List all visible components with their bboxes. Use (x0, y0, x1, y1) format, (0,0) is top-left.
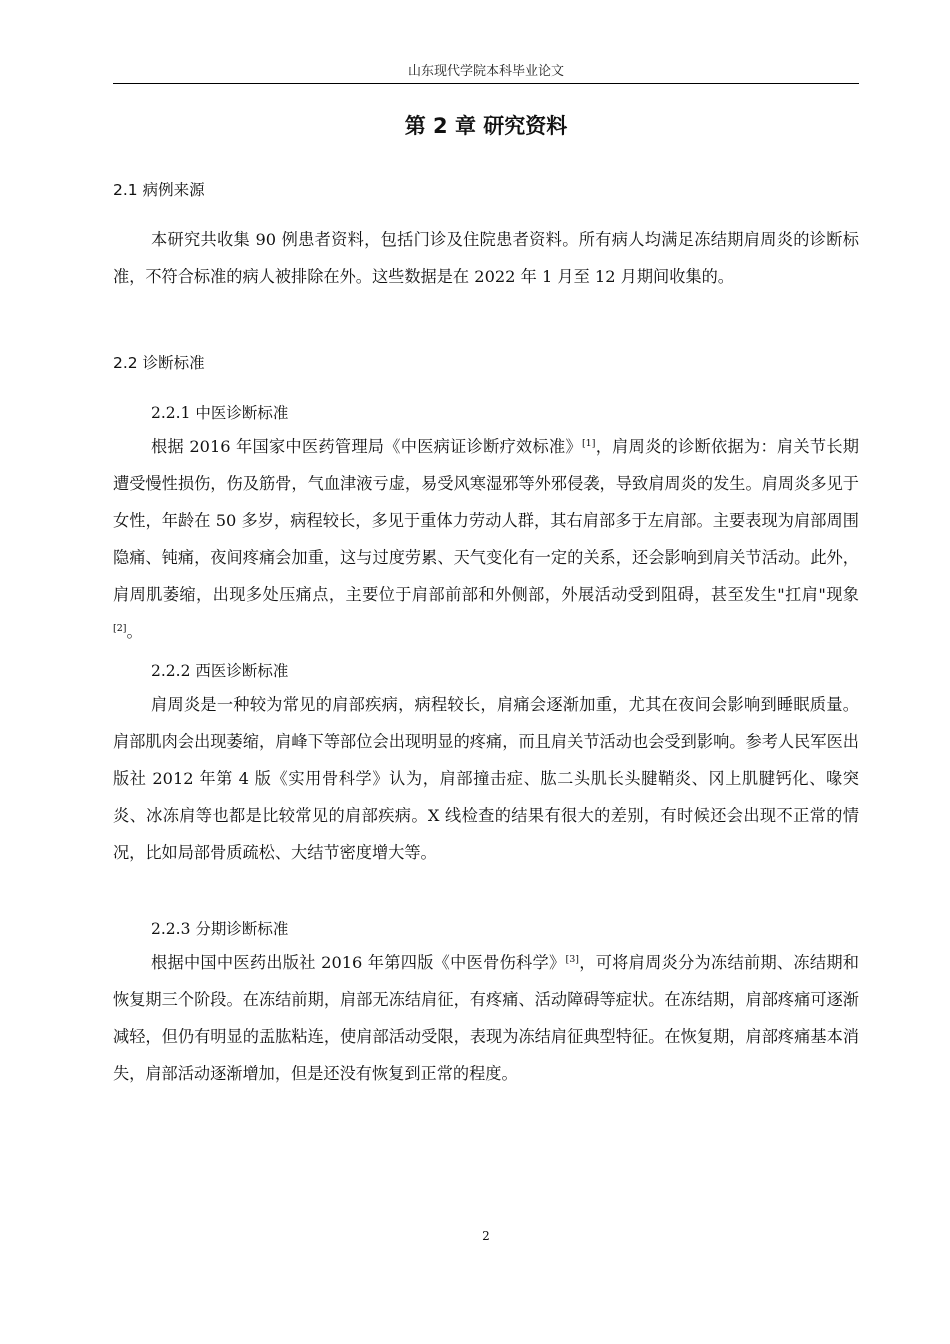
paragraph-staging-criteria (113, 944, 859, 1092)
tcm-text-middle: ，肩周炎的诊断依据为：肩关节长期遭受慢性损伤，伤及筋骨，气血津液亏虚，易受风寒湿邪等外邪侵袭，导致肩周炎的发生。肩周炎多见于女性，年龄在 50 多岁，病程较长，多见于重体力劳动人群，其右肩部多于左肩部。主要表现为肩部周围隐痛、钝痛，夜间疼痛会加重，这与过度劳累、天气变化有一定的关系，还会影响到肩关节活动。此外，肩周肌萎缩，出现多处压痛点，主要位于肩部前部和外侧部，外展活动受到阻碍，甚至发生"扛肩"现象 (113, 437, 859, 604)
citation-ref-1: [1] (581, 438, 596, 449)
paragraph-tcm-criteria (113, 428, 859, 650)
section-heading-2-2: 2.2 诊断标准 (113, 354, 205, 372)
running-header: 山东现代学院本科毕业论文 (407, 64, 564, 79)
paragraph-western-criteria: 肩周炎是一种较为常见的肩部疾病，病程较长，肩痛会逐渐加重，尤其在夜间会影响到睡眠质量。肩部肌肉会出现萎缩，肩峰下等部位会出现明显的疼痛，而且肩关节活动也会受到影响。参考人民军医出版社 2012 年第 4 版《实用骨科学》认为，肩部撞击症、肱二头肌长头腱鞘炎、冈上肌腱钙化、喙突炎、冰冻肩等也都是比较常见的肩部疾病。X 线检查的结果有很大的差别，有时候还会出现不正常的情况，比如局部骨质疏松、大结节密度增大等。 (113, 695, 859, 862)
subheading-2-2-3: 2.2.3 分期诊断标准 (151, 920, 289, 938)
citation-ref-3: [3] (565, 954, 579, 965)
staging-text-after-ref: ，可将肩周炎分为冻结前期、冻结期和恢复期三个阶段。在冻结前期，肩部无冻结肩征，有疼痛、活动障碍等症状。在冻结期，肩部疼痛可逐渐减轻，但仍有明显的盂肱粘连，使肩部活动受限，表现为冻结肩征典型特征。在恢复期，肩部疼痛基本消失，肩部活动逐渐增加，但是还没有恢复到正常的程度。 (113, 953, 859, 1083)
staging-text-before-ref: 根据中国中医药出版社 2016 年第四版《中医骨伤科学》 (151, 953, 566, 972)
paragraph-case-source: 本研究共收集 90 例患者资料，包括门诊及住院患者资料。所有病人均满足冻结期肩周炎的诊断标准，不符合标准的病人被排除在外。这些数据是在 2022 年 1 月至 12 月期间收集的。 (113, 230, 859, 286)
subheading-2-2-2: 2.2.2 西医诊断标准 (151, 662, 289, 680)
tcm-text-end: 。 (126, 622, 143, 641)
citation-ref-2: [2] (113, 623, 127, 634)
header-rule (113, 83, 859, 84)
chapter-title: 第 2 章 研究资料 (404, 114, 568, 138)
section-heading-2-1: 2.1 病例来源 (113, 181, 205, 199)
tcm-text-before-ref: 根据 2016 年国家中医药管理局《中医病证诊断疗效标准》 (151, 437, 582, 456)
subheading-2-2-1: 2.2.1 中医诊断标准 (151, 404, 289, 422)
page-number: 2 (482, 1229, 490, 1243)
